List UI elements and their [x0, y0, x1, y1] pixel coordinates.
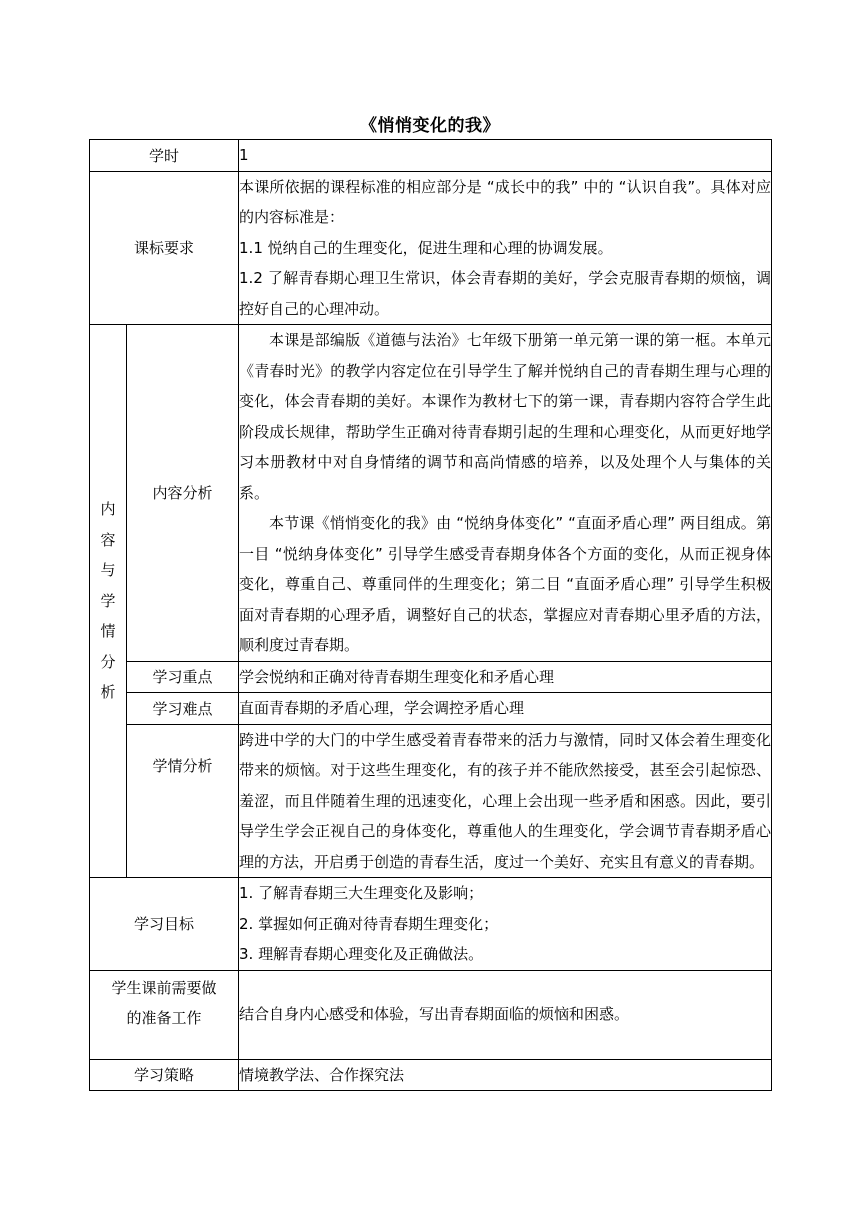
row-key-points	[90, 661, 772, 693]
value-curriculum-requirements	[239, 171, 772, 325]
label-difficult-points: 学习难点	[127, 693, 239, 725]
label-preparation-line2: 的准备工作	[126, 1008, 202, 1027]
content-paragraph: 本节课《悄悄变化的我》由 “悦纳身体变化” “直面矛盾心理” 两目组成。第一目 “悦纳身体变化” 引导学生感受青春期身体各个方面的变化，从而正视身体变化，尊重自己、尊重同伴的生理变化；第二目 “直面矛盾心理” 引导学生积极面对青春期的心理矛盾，调整好自己的状态，掌握应对青春期心里矛盾的方法，顺利度过青春期。	[239, 514, 772, 654]
label-content-analysis: 内容分析	[127, 325, 239, 662]
value-preparation: 结合自身内心感受和体验，写出青春期面临的烦恼和困惑。	[239, 970, 772, 1059]
row-content-analysis	[90, 325, 772, 662]
row-student-analysis	[90, 724, 772, 878]
label-student-analysis: 学情分析	[127, 724, 239, 878]
row-difficult-points	[90, 693, 772, 725]
vertical-char: 分	[100, 652, 116, 671]
content-paragraph: 本课是部编版《道德与法治》七年级下册第一单元第一课的第一框。本单元《青春时光》的教学内容定位在引导学生了解并悦纳自己的青春期生理与心理的变化，体会青春期的美好。本课作为教材七下的第一课，青春期内容符合学生此阶段成长规律，帮助学生正确对待青春期引起的生理和心理变化，从而更好地学习本册教材中对自身情绪的调节和高尚情感的培养，以及处理个人与集体的关系。	[239, 331, 772, 502]
row-learning-strategy	[90, 1059, 772, 1091]
curriculum-line: 本课所依据的课程标准的相应部分是 “成长中的我” 中的 “认识自我”。具体对应的内容标准是：	[239, 177, 772, 226]
vertical-char: 析	[100, 683, 116, 702]
document-title: 《悄悄变化的我》	[360, 116, 500, 136]
row-class-hours	[90, 140, 772, 172]
label-class-hours: 学时	[90, 140, 239, 172]
label-learning-objectives: 学习目标	[90, 878, 239, 971]
label-learning-strategy: 学习策略	[90, 1059, 239, 1091]
value-learning-strategy: 情境教学法、合作探究法	[239, 1059, 772, 1091]
row-curriculum-requirements	[90, 171, 772, 325]
vertical-char: 与	[100, 561, 116, 580]
label-preparation-line1: 学生课前需要做	[111, 978, 217, 997]
objective-item: 2. 掌握如何正确对待青春期生理变化；	[239, 914, 499, 933]
value-learning-objectives	[239, 878, 772, 971]
label-preparation	[90, 970, 239, 1059]
section-label-content-and-student-analysis	[90, 325, 127, 878]
label-curriculum-requirements: 课标要求	[90, 171, 239, 325]
label-key-points: 学习重点	[127, 661, 239, 693]
value-class-hours: 1	[239, 140, 772, 172]
objective-item: 3. 理解青春期心理变化及正确做法。	[239, 945, 484, 963]
vertical-char: 情	[100, 622, 116, 641]
curriculum-line: 1.1 悦纳自己的生理变化，促进生理和心理的协调发展。	[239, 238, 613, 257]
row-preparation	[90, 970, 772, 1059]
objective-item: 1. 了解青春期三大生理变化及影响；	[239, 884, 484, 902]
row-learning-objectives	[90, 878, 772, 971]
value-student-analysis: 跨进中学的大门的中学生感受着青春带来的活力与激情，同时又体会着生理变化带来的烦恼。对于这些生理变化，有的孩子并不能欣然接受，甚至会引起惊恐、羞涩，而且伴随着生理的迅速变化，心理上会出现一些矛盾和困惑。因此，要引导学生学会正视自己的身体变化，尊重他人的生理变化，学会调节青春期矛盾心理的方法，开启勇于创造的青春生活，度过一个美好、充实且有意义的青春期。	[239, 724, 772, 878]
value-difficult-points: 直面青春期的矛盾心理，学会调控矛盾心理	[239, 693, 772, 725]
vertical-char: 内	[100, 500, 116, 519]
lesson-plan-table	[89, 139, 772, 1091]
curriculum-line: 1.2 了解青春期心理卫生常识，体会青春期的美好，学会克服青春期的烦恼，调控好自己的心理冲动。	[239, 269, 772, 318]
value-key-points: 学会悦纳和正确对待青春期生理变化和矛盾心理	[239, 661, 772, 693]
vertical-char: 学	[100, 591, 116, 610]
value-content-analysis	[239, 325, 772, 662]
vertical-char: 容	[100, 530, 116, 549]
